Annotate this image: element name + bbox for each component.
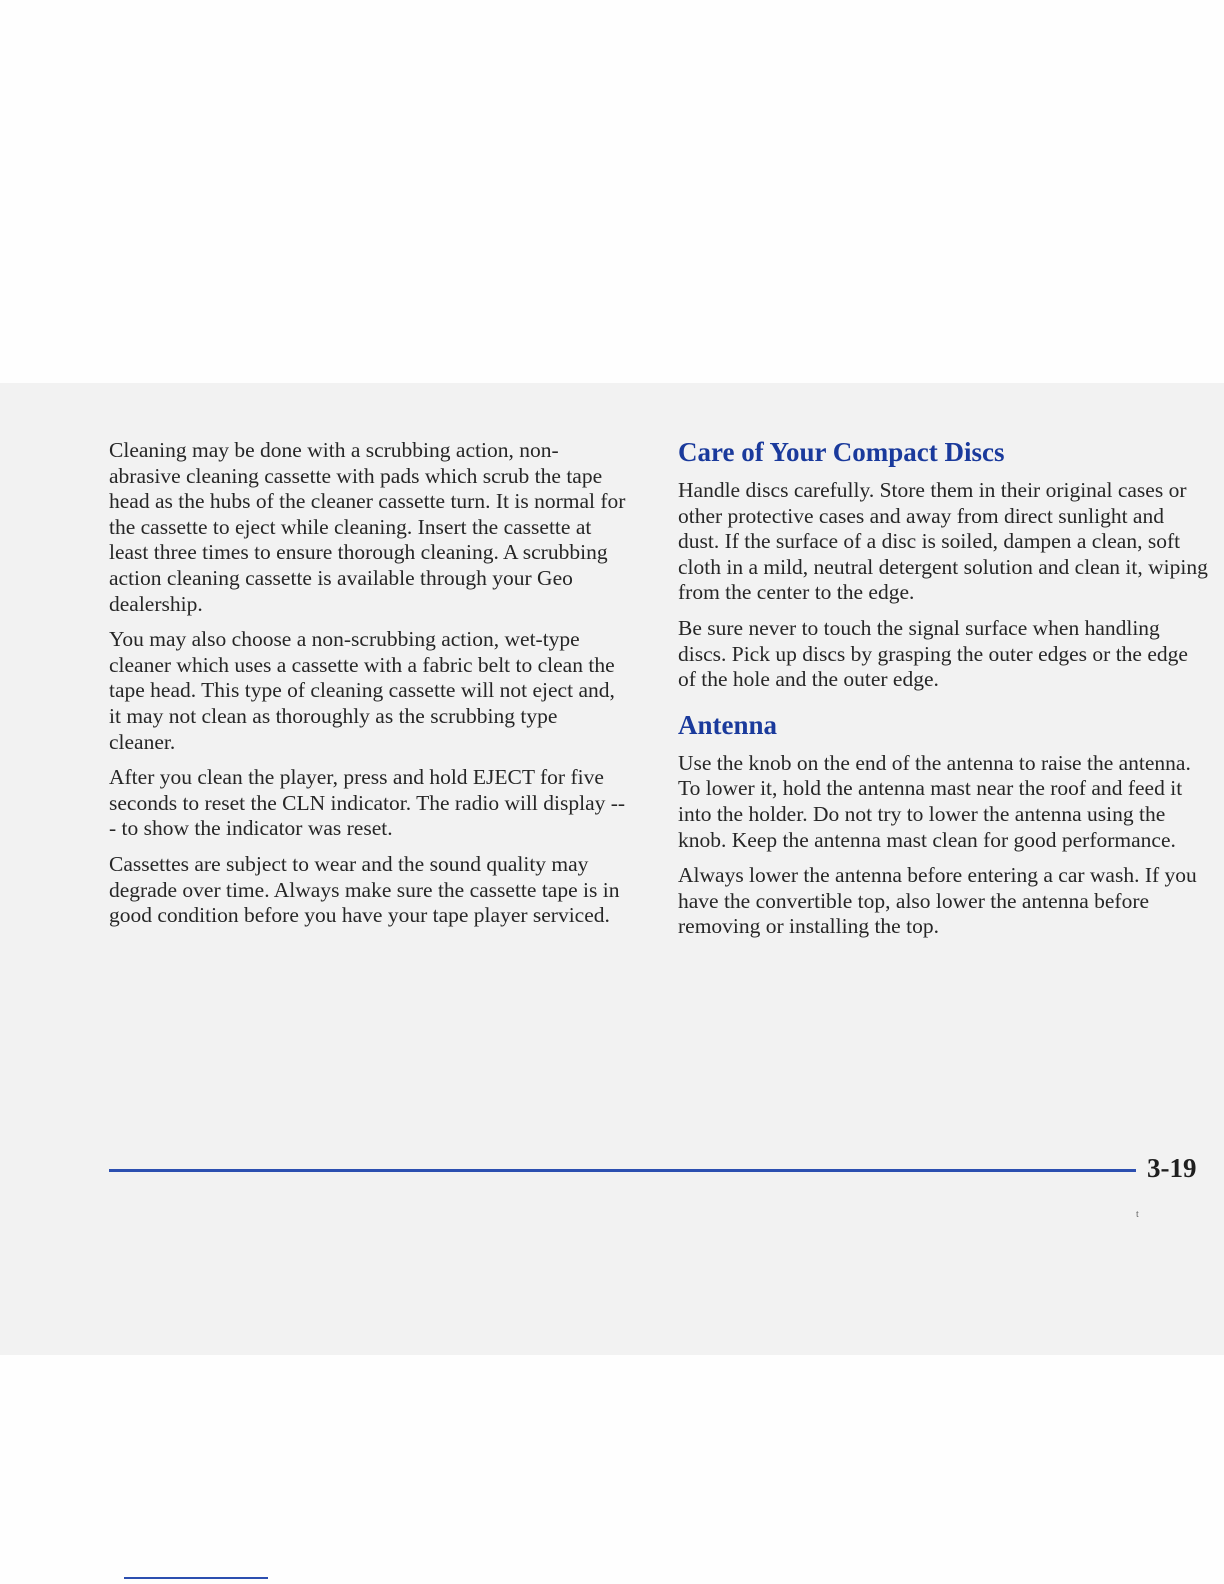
heading-care-of-compact-discs: Care of Your Compact Discs (678, 437, 1005, 467)
page-number: 3-19 (1147, 1153, 1197, 1183)
paragraph-handle-discs: Handle discs carefully. Store them in their original cases or other protective cases and away from direct sunlight and dust. If the surface of a disc is soiled, dampen a clean, soft cloth in a mild, neutral detergent solution and clean it, wiping from the center to the edge. (678, 478, 1208, 605)
heading-antenna: Antenna (678, 709, 778, 740)
paragraph-reset-indicator: After you clean the player, press and hold EJECT for five seconds to reset the CLN indicator. The radio will display --- to show the indicator was reset. (109, 765, 626, 841)
left-column (109, 438, 629, 939)
footer-rule (109, 1169, 1136, 1172)
paragraph-cassette-wear: Cassettes are subject to wear and the sound quality may degrade over time. Always make sure the cassette tape is in good condition before you have your tape player serviced. (109, 851, 620, 928)
paragraph-antenna-knob: Use the knob on the end of the antenna to raise the antenna. To lower it, hold the antenna mast near the roof and feed it into the holder. Do not try to lower the antenna using the knob. Keep the antenna mast clean for good performance. (678, 750, 1191, 852)
scan-mark: t (1136, 1209, 1139, 1220)
bottom-rule (124, 1577, 268, 1579)
paragraph-cleaning-scrubbing: Cleaning may be done with a scrubbing action, non-abrasive cleaning cassette with pads which scrub the tape head as the hubs of the cleaner cassette turn. It is normal for the cassette to eject while cleaning. Insert the cassette at least three times to ensure thorough cleaning. A scrubbing action cleaning cassette is available through your Geo dealership. (109, 438, 626, 616)
paragraph-signal-surface: Be sure never to touch the signal surface when handling discs. Pick up discs by grasping the outer edges or the edge of the hole and the outer edge. (678, 615, 1188, 692)
paragraph-antenna-car-wash: Always lower the antenna before entering a car wash. If you have the convertible top, also lower the antenna before removing or installing the top. (678, 863, 1197, 939)
right-column (678, 436, 1208, 950)
paragraph-cleaning-wet-type: You may also choose a non-scrubbing action, wet-type cleaner which uses a cassette with a fabric belt to clean the tape head. This type of cleaning cassette will not eject and, it may not clean as thoroughly as the scrubbing type cleaner. (109, 627, 615, 754)
